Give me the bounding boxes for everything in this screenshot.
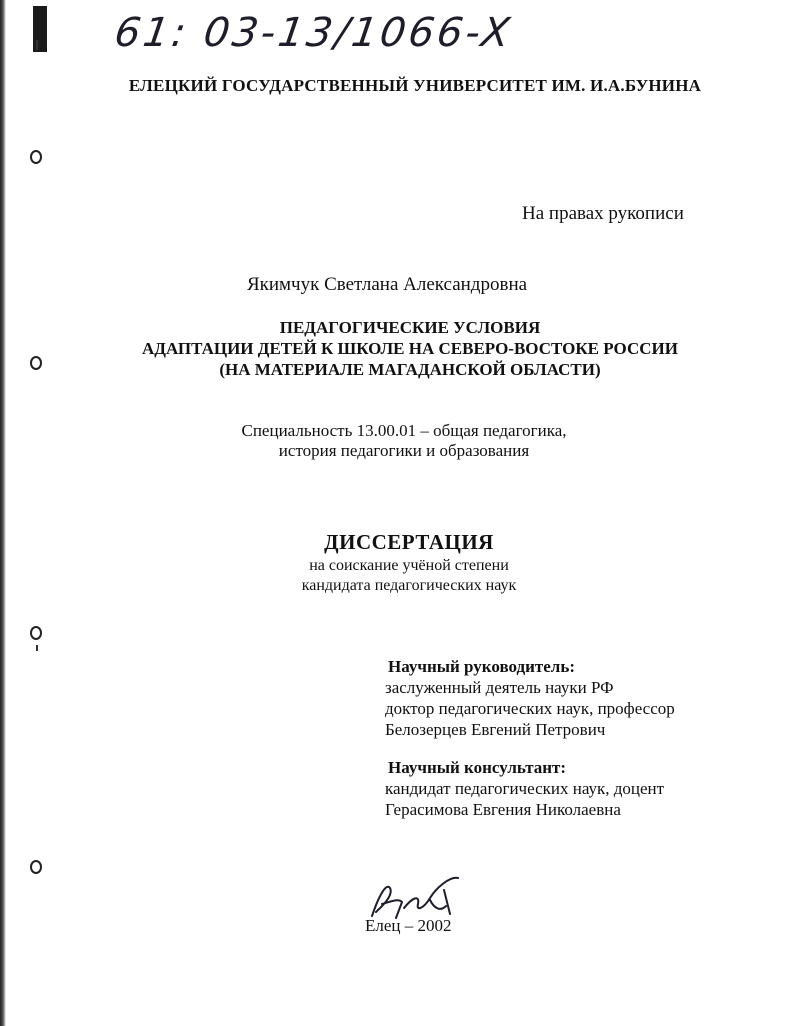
- handwritten-archive-code: [111, 8, 535, 58]
- punch-hole-icon: [30, 860, 42, 874]
- consultant-name: Герасимова Евгения Николаевна: [385, 800, 621, 819]
- scan-edge-artifact: [0, 0, 6, 1026]
- author-name: Якимчук Светлана Александровна: [246, 274, 528, 295]
- consultant-line: кандидат педагогических наук, доцент: [385, 779, 665, 798]
- dissertation-heading: ДИССЕРТАЦИЯ: [324, 530, 494, 554]
- supervisor-name: Белозерцев Евгений Петрович: [385, 720, 606, 739]
- punch-hole-icon: [30, 626, 42, 640]
- degree-block: [0, 556, 795, 596]
- consultant-heading: Научный консультант:: [388, 758, 567, 777]
- title-line: (НА МАТЕРИАЛЕ МАГАДАНСКОЙ ОБЛАСТИ): [219, 360, 601, 379]
- dissertation-title: [0, 317, 795, 380]
- university-name: ЕЛЕЦКИЙ ГОСУДАРСТВЕННЫЙ УНИВЕРСИТЕТ ИМ. И.А.БУНИНА: [128, 76, 702, 95]
- scan-tick-mark: [36, 40, 38, 50]
- scan-tick-mark: [36, 645, 38, 651]
- supervisor-block: [385, 656, 675, 740]
- specialty-line: история педагогики и образования: [278, 441, 530, 460]
- place-and-year: Елец – 2002: [365, 916, 452, 935]
- specialty-block: [0, 421, 795, 461]
- title-line: АДАПТАЦИИ ДЕТЕЙ К ШКОЛЕ НА СЕВЕРО-ВОСТОКЕ РОССИИ: [142, 339, 678, 358]
- archive-code-text: 61: 03-13/1066-X: [111, 10, 516, 56]
- supervisor-line: заслуженный деятель науки РФ: [385, 678, 614, 697]
- consultant-block: [385, 757, 664, 820]
- supervisor-heading: Научный руководитель:: [388, 657, 575, 676]
- supervisor-line: доктор педагогических наук, профессор: [385, 699, 675, 718]
- punch-hole-icon: [30, 150, 42, 164]
- title-line: ПЕДАГОГИЧЕСКИЕ УСЛОВИЯ: [279, 318, 541, 337]
- specialty-line: Специальность 13.00.01 – общая педагогика,: [241, 421, 567, 440]
- degree-line: кандидата педагогических наук: [301, 577, 517, 594]
- degree-line: на соискание учёной степени: [309, 557, 509, 574]
- manuscript-rights-note: На правах рукописи: [522, 203, 684, 224]
